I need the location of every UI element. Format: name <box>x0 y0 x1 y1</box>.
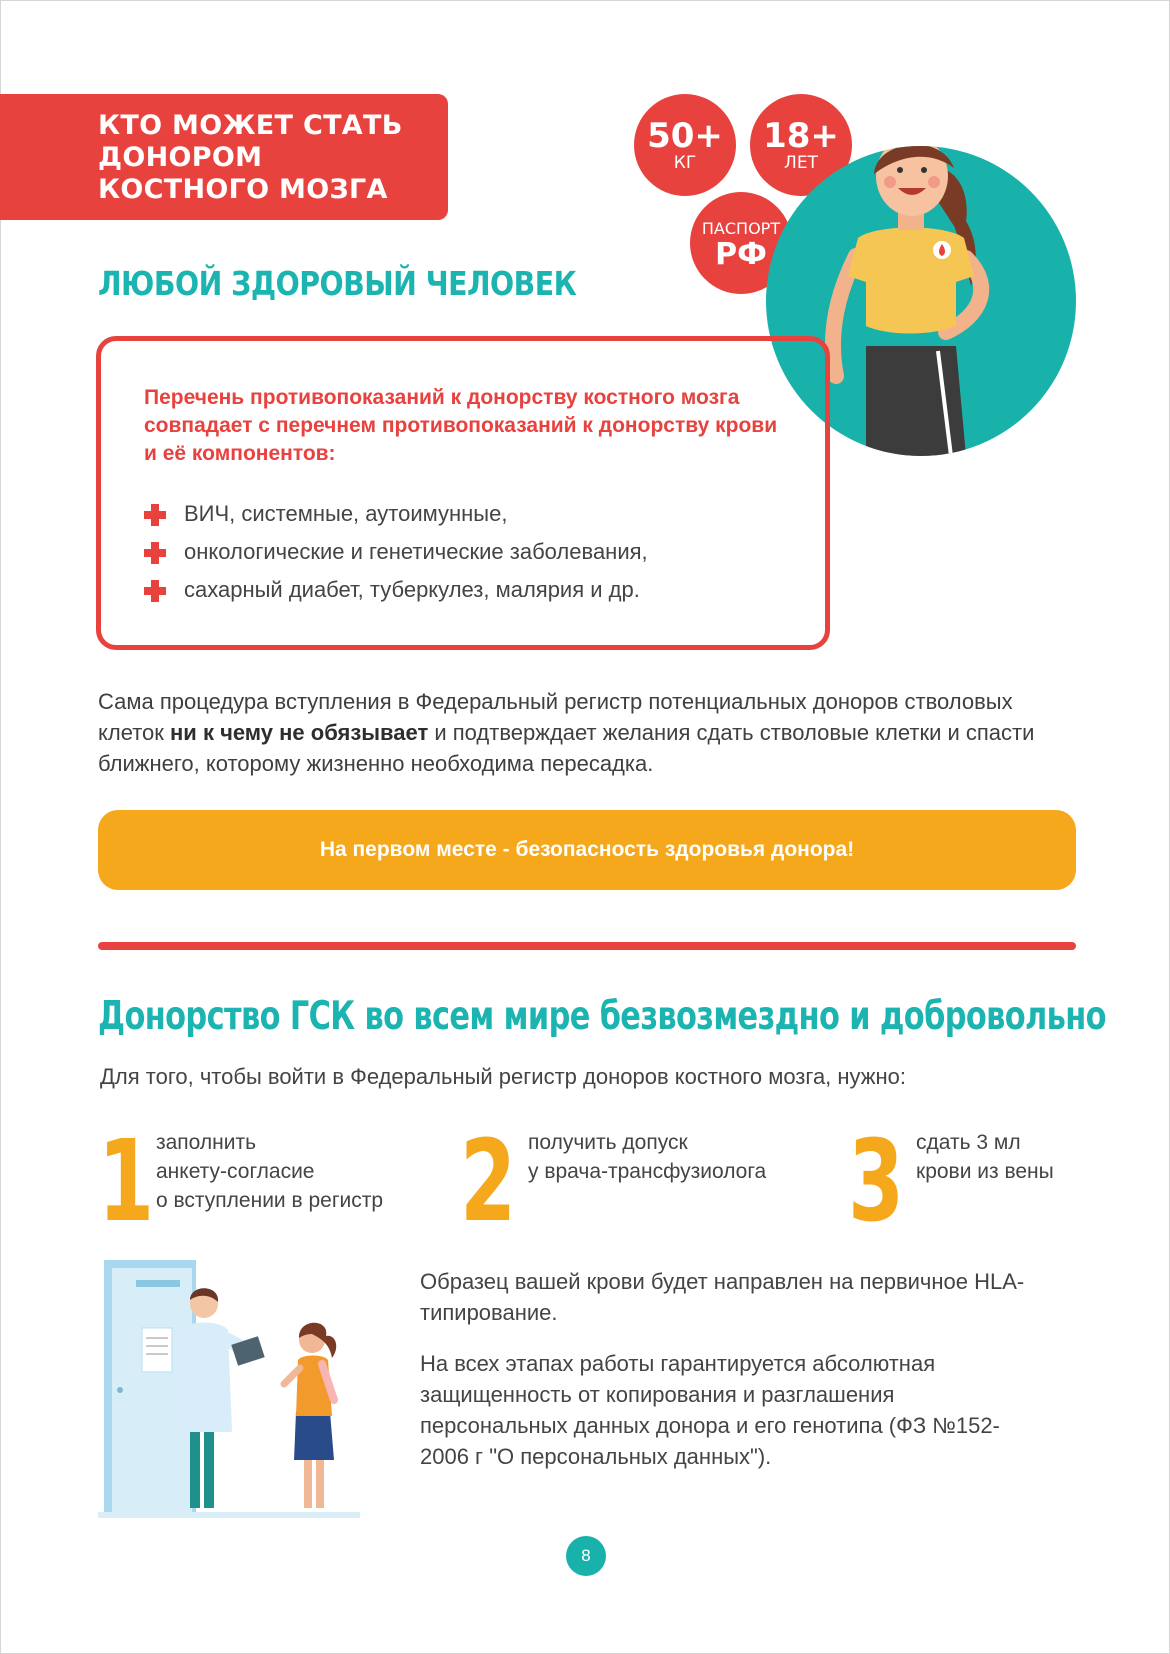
safety-banner: На первом месте - безопасность здоровья донора! <box>98 810 1076 890</box>
weight-unit: КГ <box>673 153 697 173</box>
weight-value: 50+ <box>647 116 723 156</box>
clinic-scene <box>98 1260 362 1518</box>
red-cross-icon <box>144 504 166 526</box>
contraindications-title: Перечень противопоказаний к донорству костного мозга совпадает с перечнем противопоказаний к донорству крови и её компонентов: <box>144 386 778 465</box>
page-number: 8 <box>566 1536 606 1576</box>
section-intro: Для того, чтобы войти в Федеральный регистр доноров костного мозга, нужно: <box>100 1064 907 1089</box>
registry-paragraph <box>98 686 1078 779</box>
registry-text-part2: и подтверждает желания сдать стволовые клетки и спасти ближнего, которому жизненно необходима пересадка. <box>98 720 1035 776</box>
age-value: 18+ <box>763 116 839 156</box>
red-cross-icon <box>144 542 166 564</box>
weight-badge <box>634 94 736 196</box>
list-item-text: сахарный диабет, туберкулез, малярия и др. <box>184 577 640 602</box>
registry-text-part1: Сама процедура вступления в Федеральный регистр потенциальных доноров стволовых клеток <box>98 689 1013 745</box>
list-item <box>144 536 648 574</box>
contraindications-list <box>144 498 648 612</box>
list-item-text: ВИЧ, системные, аутоимунные, <box>184 501 508 526</box>
age-unit: ЛЕТ <box>784 153 818 173</box>
step-number: 1 <box>98 1117 155 1247</box>
list-item-text: онкологические и генетические заболевания, <box>184 539 648 564</box>
registry-text-bold: ни к чему не обязывает <box>170 720 429 745</box>
list-item <box>144 574 648 612</box>
doctor-patient-illustration <box>98 1260 362 1518</box>
sample-info: Образец вашей крови будет направлен на первичное HLA-типирование. <box>420 1269 1025 1325</box>
step-text: заполнить анкету-согласие о вступлении в регистр <box>156 1131 384 1212</box>
privacy-info: На всех этапах работы гарантируется абсолютная защищенность от копирования и разглашения персональных данных донора и его генотипа (ФЗ №152-2006 г "О персональных данных"). <box>420 1351 1000 1469</box>
red-cross-icon <box>144 580 166 602</box>
section-divider <box>98 942 1076 950</box>
passport-label: ПАСПОРТ <box>701 219 781 238</box>
list-item <box>144 498 648 536</box>
banner-title: КТО МОЖЕТ СТАТЬ ДОНОРОМ КОСТНОГО МОЗГА <box>98 110 403 205</box>
step-text: сдать 3 мл крови из вены <box>916 1131 1054 1183</box>
step-number: 2 <box>460 1117 517 1247</box>
subheading-any-healthy-person: ЛЮБОЙ ЗДОРОВЫЙ ЧЕЛОВЕК <box>98 264 577 303</box>
passport-value: РФ <box>715 237 767 272</box>
section-title: Донорство ГСК во всем мире безвозмездно и добровольно <box>98 994 1106 1039</box>
step-text: получить допуск у врача-трансфузиолога <box>528 1131 767 1183</box>
step-number: 3 <box>848 1117 905 1247</box>
